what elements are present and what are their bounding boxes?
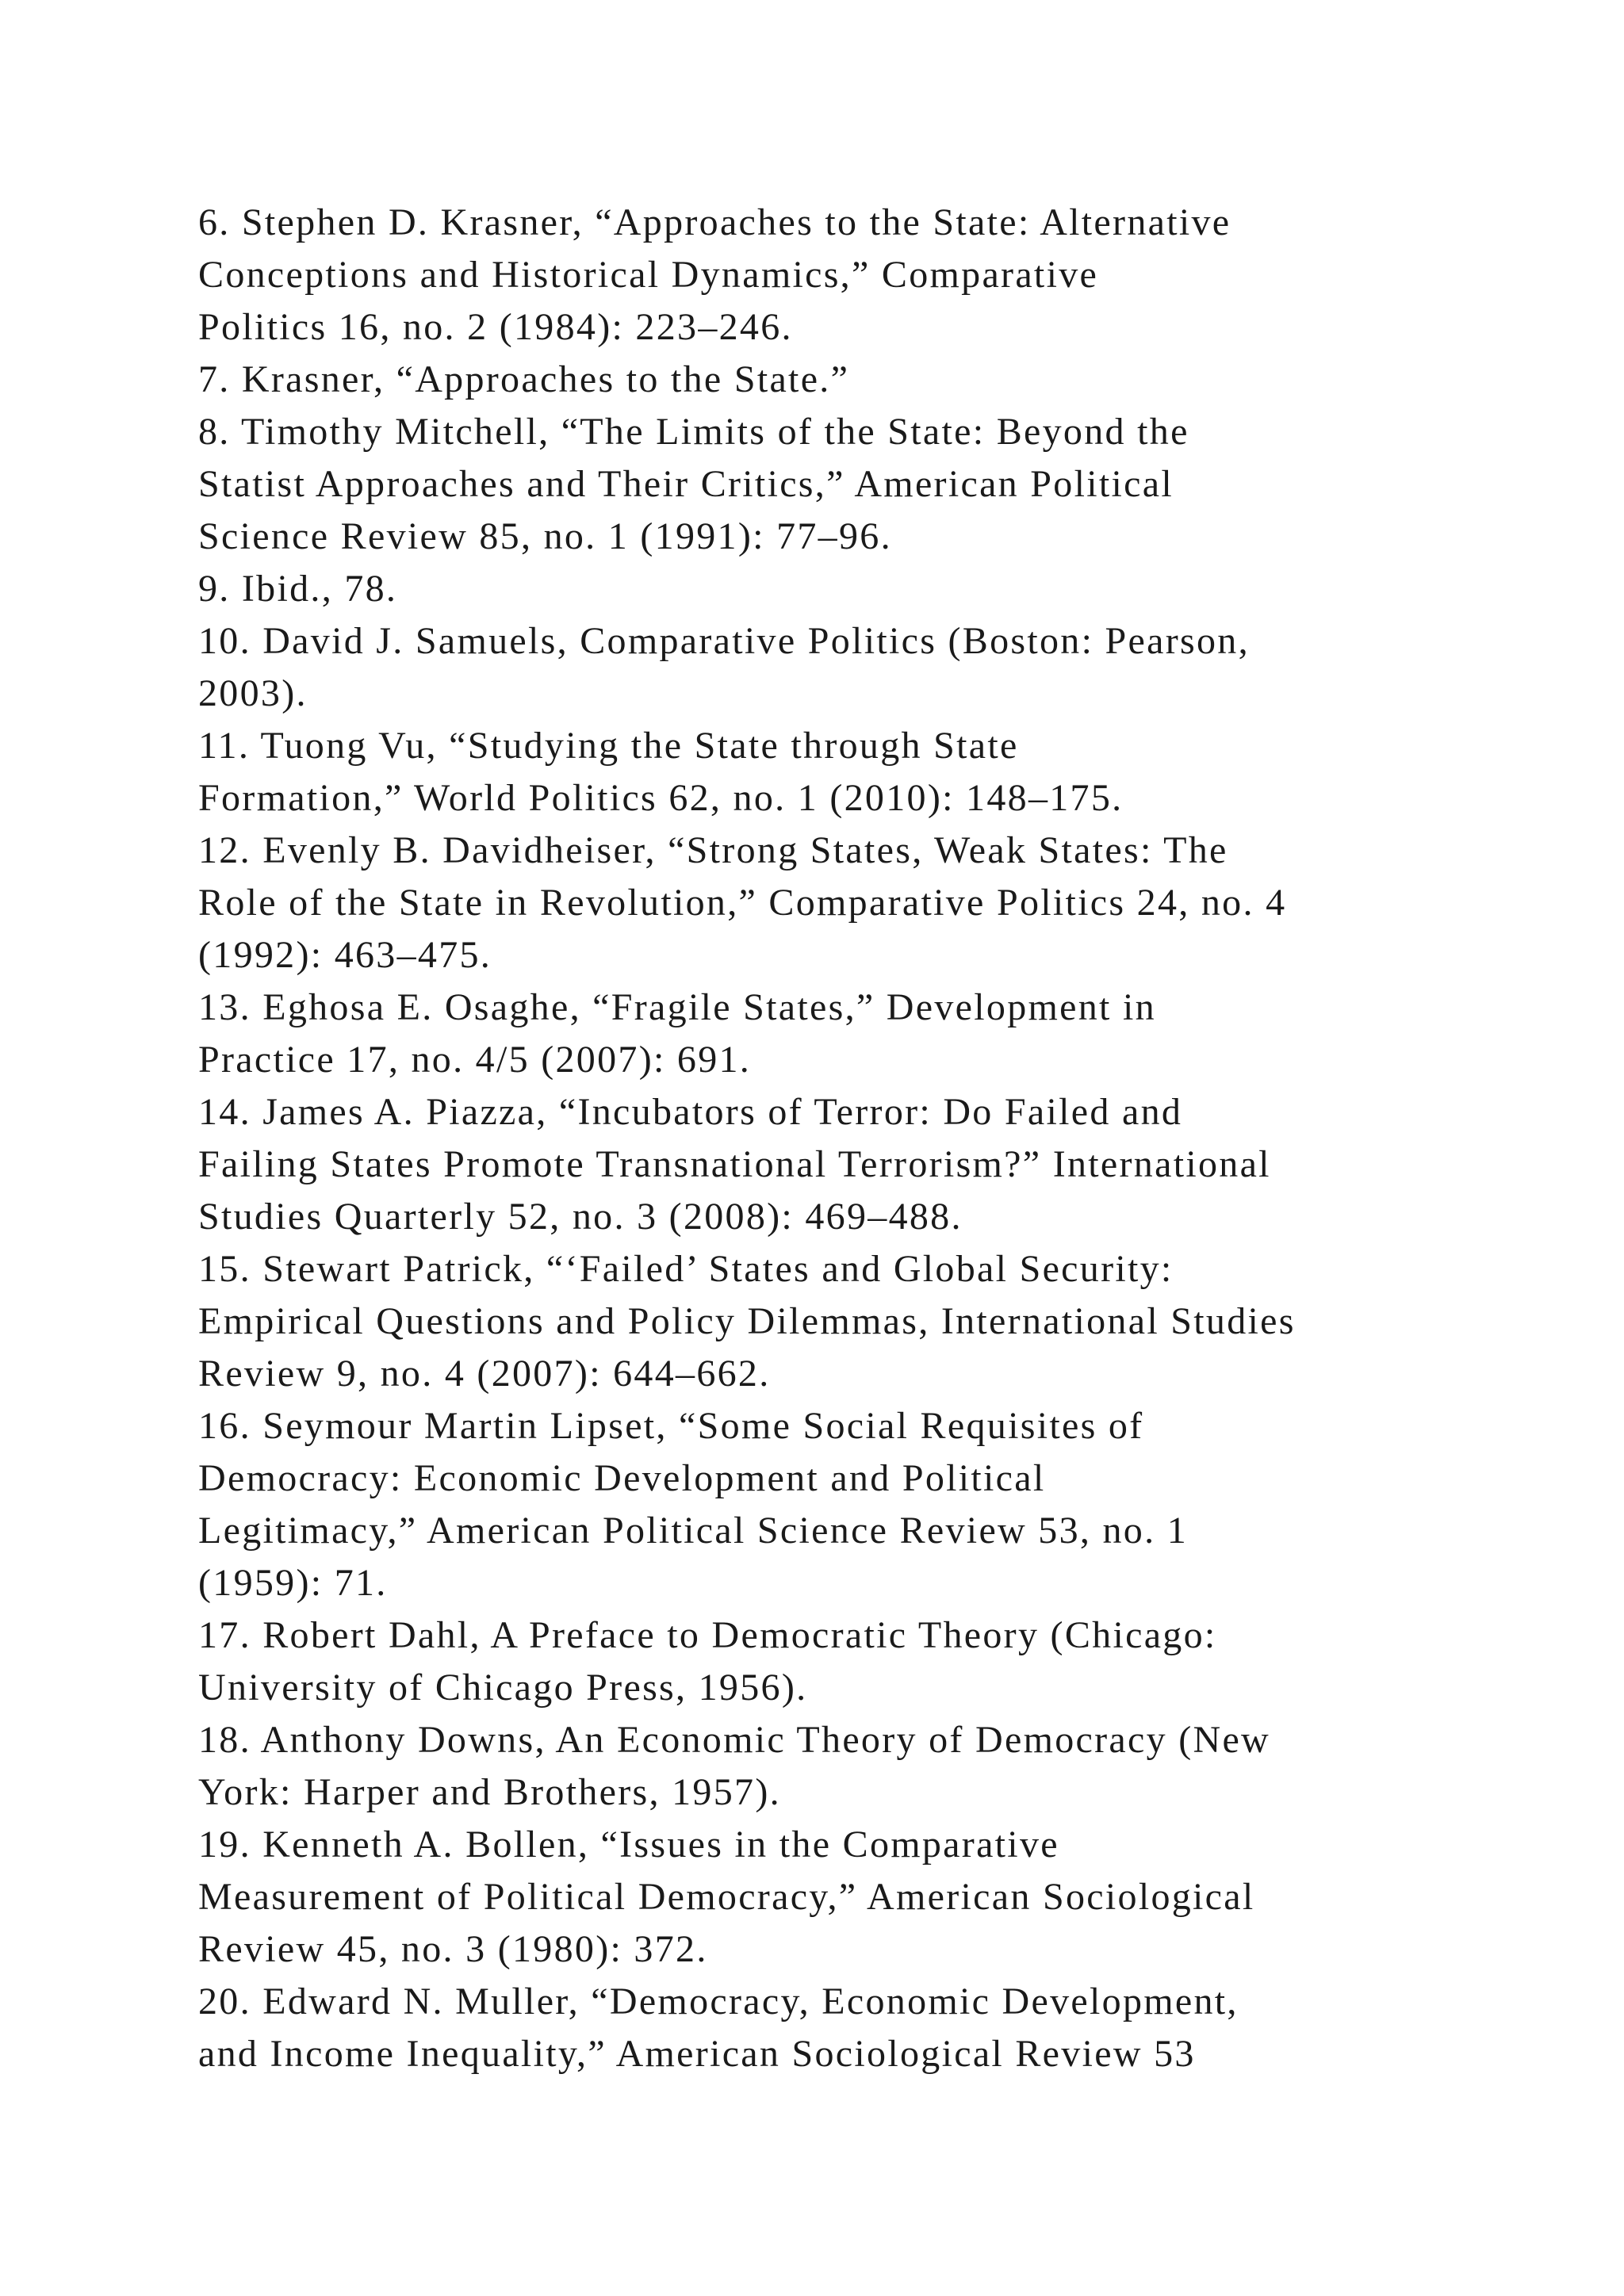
text-line: 16. Seymour Martin Lipset, “Some Social Requisites of (198, 1405, 1144, 1447)
text-line: 10. David J. Samuels, Comparative Politics (Boston: Pearson, (198, 620, 1250, 662)
text-line: Review 45, no. 3 (1980): 372. (198, 1928, 708, 1970)
text-line: 18. Anthony Downs, An Economic Theory of Democracy (New (198, 1719, 1271, 1761)
text-line: 14. James A. Piazza, “Incubators of Terror: Do Failed and (198, 1091, 1183, 1133)
text-line: Failing States Promote Transnational Terrorism?” International (198, 1143, 1271, 1185)
text-line: 20. Edward N. Muller, “Democracy, Economic Development, (198, 1980, 1239, 2022)
text-line: Formation,” World Politics 62, no. 1 (2010): 148–175. (198, 777, 1124, 819)
text-line: Democracy: Economic Development and Political (198, 1457, 1046, 1499)
text-line: Politics 16, no. 2 (1984): 223–246. (198, 306, 793, 348)
text-line: Role of the State in Revolution,” Comparative Politics 24, no. 4 (198, 882, 1287, 924)
text-line: 17. Robert Dahl, A Preface to Democratic Theory (Chicago: (198, 1614, 1217, 1656)
text-line: York: Harper and Brothers, 1957). (198, 1771, 781, 1813)
text-line: 7. Krasner, “Approaches to the State.” (198, 358, 850, 400)
text-line: Legitimacy,” American Political Science Review 53, no. 1 (198, 1510, 1189, 1552)
endnotes-text (198, 197, 1594, 2080)
text-line: Conceptions and Historical Dynamics,” Comparative (198, 254, 1099, 296)
text-line: Measurement of Political Democracy,” American Sociological (198, 1876, 1255, 1918)
text-line: Science Review 85, no. 1 (1991): 77–96. (198, 515, 892, 557)
text-line: Empirical Questions and Policy Dilemmas, International Studies (198, 1300, 1296, 1342)
text-line: 6. Stephen D. Krasner, “Approaches to the State: Alternative (198, 201, 1231, 243)
text-line: 2003). (198, 672, 308, 714)
text-line: Studies Quarterly 52, no. 3 (2008): 469–488. (198, 1196, 963, 1238)
text-line: University of Chicago Press, 1956). (198, 1667, 808, 1709)
text-line: 9. Ibid., 78. (198, 568, 398, 610)
text-line: and Income Inequality,” American Sociological Review 53 (198, 2033, 1196, 2075)
text-line: (1959): 71. (198, 1562, 388, 1604)
text-line: 11. Tuong Vu, “Studying the State through State (198, 725, 1019, 767)
text-line: 15. Stewart Patrick, “‘Failed’ States and Global Security: (198, 1248, 1174, 1290)
text-line: Practice 17, no. 4/5 (2007): 691. (198, 1039, 752, 1081)
text-line: Statist Approaches and Their Critics,” American Political (198, 463, 1174, 505)
text-line: 8. Timothy Mitchell, “The Limits of the State: Beyond the (198, 411, 1189, 453)
text-line: 19. Kenneth A. Bollen, “Issues in the Comparative (198, 1823, 1059, 1866)
text-line: 12. Evenly B. Davidheiser, “Strong States, Weak States: The (198, 829, 1228, 871)
text-line: (1992): 463–475. (198, 934, 492, 976)
text-line: 13. Eghosa E. Osaghe, “Fragile States,” Development in (198, 986, 1156, 1028)
text-line: Review 9, no. 4 (2007): 644–662. (198, 1353, 771, 1395)
